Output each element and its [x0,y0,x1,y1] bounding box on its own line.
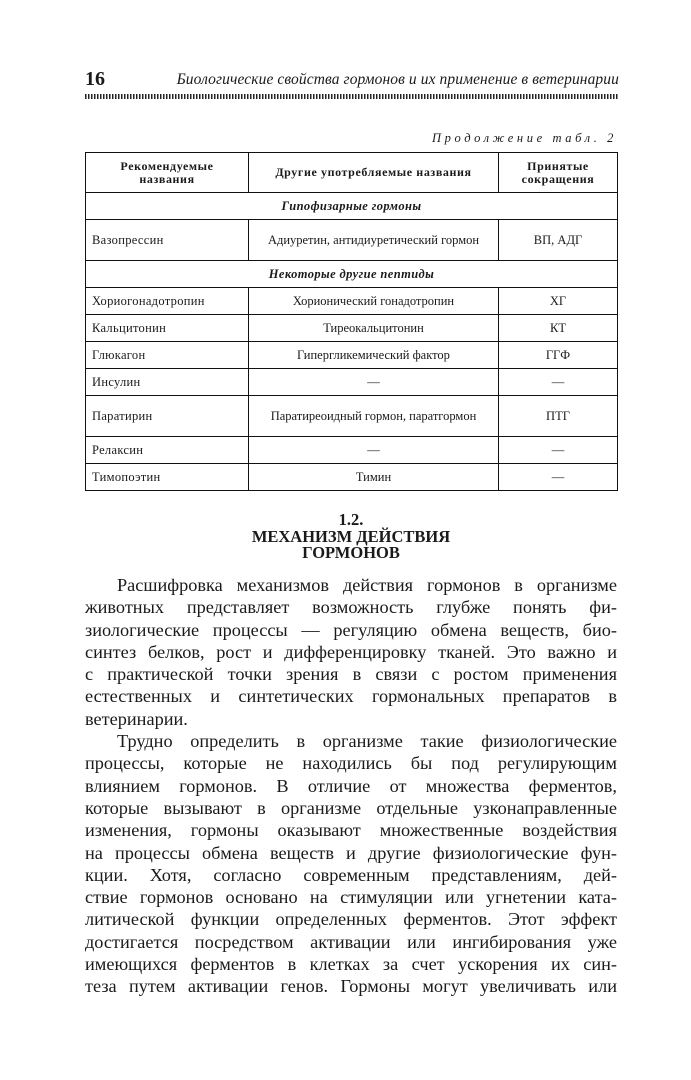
text-line: зиологические процессы — регуляцию обмена веществ, био- [85,619,617,640]
cell-abbr: ХГ [499,288,618,315]
column-header-other: Другие употребляемые названия [249,153,499,193]
body-text [85,574,617,998]
cell-other: Тиреокальцитонин [249,315,499,342]
cell-recommended: Хориогонадотропин [86,288,249,315]
section-title: Гипофизарные гормоны [86,193,618,220]
cell-other: — [249,437,499,464]
text-line: процессы, которые не находились бы под регулирующим [85,753,617,774]
table-caption: Продолжение табл. 2 [432,131,617,145]
cell-other: Паратиреоидный гормон, паратгормон [249,396,499,437]
table-row [86,315,618,342]
text-line: на процессы обмена веществ и другие физиологические фун- [85,842,617,863]
paragraph-2 [85,730,617,998]
text-line: которые вызывают в организме отдельные узконаправленные [85,797,617,818]
cell-abbr: ПТГ [499,396,618,437]
cell-other: Гипергликемический фактор [249,342,499,369]
table-row [86,464,618,491]
section-title-line-1: МЕХАНИЗМ ДЕЙСТВИЯ [251,526,451,546]
text-line: имеющихся ферментов в клетках за счет ускорения их син- [85,954,617,975]
cell-abbr: — [499,464,618,491]
cell-recommended: Паратирин [86,396,249,437]
cell-recommended: Релаксин [86,437,249,464]
table-row [86,220,618,261]
cell-other: Хорионический гонадотропин [249,288,499,315]
section-heading [85,512,617,562]
table-header-row [86,153,618,193]
cell-other: Адиуретин, антидиуретический гормон [249,220,499,261]
table-section-row [86,193,618,220]
text-line: литической функции определенных ферментов. Этот эффект [85,909,617,930]
table-row [86,288,618,315]
table-row [86,342,618,369]
header-rule [85,94,618,99]
cell-abbr: — [499,437,618,464]
text-line: изменения, гормоны оказывают множественные воздействия [85,820,617,841]
section-title: Некоторые другие пептиды [86,261,618,288]
table-row [86,369,618,396]
column-header-abbr: Принятые сокращения [499,153,618,193]
text-line: животных представляет возможность глубже понять фи- [85,597,617,618]
hormones-table [85,152,618,491]
cell-recommended: Вазопрессин [86,220,249,261]
page-number: 16 [85,68,105,90]
text-line: влиянием гормонов. В отличие от множества ферментов, [85,775,617,796]
section-number: 1.2. [338,510,364,529]
table-row [86,437,618,464]
cell-other: Тимин [249,464,499,491]
text-line: ствие гормонов основано на стимуляции или угнетении ката- [85,887,617,908]
text-line: теза путем активации генов. Гормоны могут увеличивать или [85,976,617,997]
running-head: Биологические свойства гормонов и их применение в ветеринарии [176,71,619,88]
paragraph-1 [85,574,617,730]
cell-recommended: Инсулин [86,369,249,396]
text-line: с практической точки зрения в связи с ростом применения [85,664,617,685]
text-line: ветеринарии. [85,708,188,729]
text-line: синтез белков, рост и дифференцировку тканей. Это важно и [85,641,617,662]
text-line: кции. Хотя, согласно современным представлениям, дей- [85,864,617,885]
table-row [86,396,618,437]
cell-abbr: ГГФ [499,342,618,369]
cell-recommended: Глюкагон [86,342,249,369]
cell-recommended: Кальцитонин [86,315,249,342]
text-line: Трудно определить в организме такие физиологические [117,731,617,752]
cell-abbr: КТ [499,315,618,342]
cell-abbr: — [499,369,618,396]
table-section-row [86,261,618,288]
section-title-line-2: ГОРМОНОВ [302,543,400,562]
cell-other: — [249,369,499,396]
text-line: достигается посредством активации или ингибирования уже [85,931,617,952]
cell-abbr: ВП, АДГ [499,220,618,261]
text-line: естественных и синтетических гормональных препаратов в [85,686,617,707]
cell-recommended: Тимопоэтин [86,464,249,491]
column-header-recommended: Рекомендуемые названия [86,153,249,193]
text-line: Расшифровка механизмов действия гормонов в организме [117,575,617,595]
